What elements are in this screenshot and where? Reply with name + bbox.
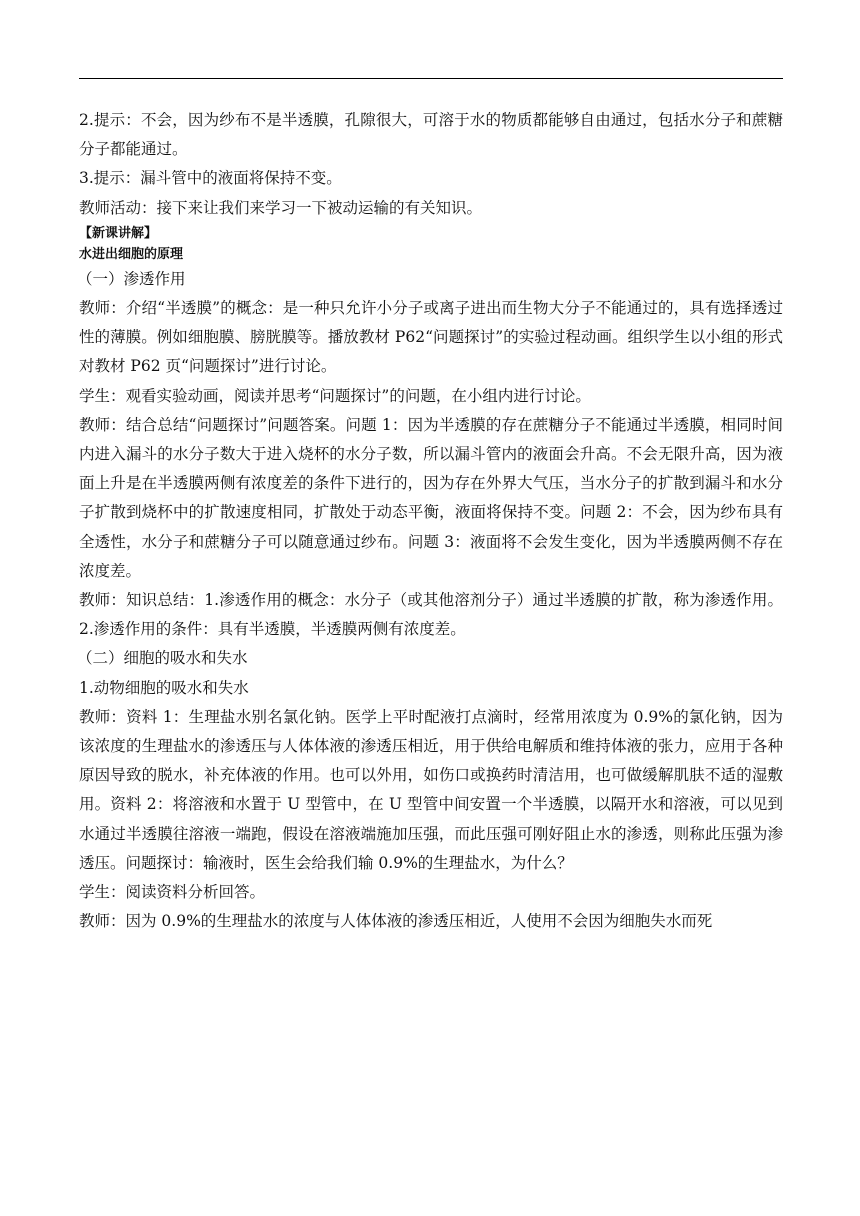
paragraph-saline-materials: 教师：资料 1：生理盐水别名氯化钠。医学上平时配液打点滴时，经常用浓度为 0.9%的氯化钠，因为该浓度的生理盐水的渗透压与人体体液的渗透压相近，用于供给电解质和维持体液的张力，应用于各种原因导致的脱水，补充体液的作用。也可以外用，如伤口或换药时清洁用，也可做缓解肌肤不适的湿敷用。资料 2：将溶液和水置于 U 型管中，在 U 型管中间安置一个半透膜，以隔开水和溶液，可以见到水通过半透膜往溶液一端跑，假设在溶液端施加压强，而此压强可刚好阻止水的渗透，则称此压强为渗透压。问题探讨：输液时，医生会给我们输 0.9%的生理盐水，为什么？ [79, 707, 783, 872]
paragraph-hint-3: 3.提示：漏斗管中的液面将保持不变。 [79, 169, 342, 188]
document-body [79, 106, 783, 936]
paragraph-teacher-saline: 教师：因为 0.9%的生理盐水的浓度与人体体液的渗透压相近，人使用不会因为细胞失水而死 [79, 912, 713, 931]
section-heading-water-principle: 水进出细胞的原理 [79, 246, 184, 262]
paragraph-hint-2: 2.提示：不会，因为纱布不是半透膜，孔隙很大，可溶于水的物质都能够自由通过，包括水分子和蔗糖分子都能通过。 [79, 111, 783, 159]
subheading-cell-water: （二）细胞的吸水和失水 [77, 649, 248, 668]
paragraph-student-read: 学生：阅读资料分析回答。 [79, 883, 266, 902]
paragraph-semipermeable-membrane: 教师：介绍“半透膜”的概念：是一种只允许小分子或离子进出而生物大分子不能通过的，具有选择透过性的薄膜。例如细胞膜、膀胱膜等。播放教材 P62“问题探讨”的实验过程动画。组织学生以小组的形式对教材 P62 页“问题探讨”进行讨论。 [79, 299, 783, 376]
subheading-osmosis: （一）渗透作用 [77, 269, 186, 288]
header-rule [79, 78, 783, 79]
paragraph-student-watch: 学生：观看实验动画，阅读并思考“问题探讨”的问题，在小组内进行讨论。 [79, 386, 591, 405]
paragraph-teacher-answers: 教师：结合总结“问题探讨”问题答案。问题 1：因为半透膜的存在蔗糖分子不能通过半透膜，相同时间内进入漏斗的水分子数大于进入烧杯的水分子数，所以漏斗管内的液面会升高。不会无限升高，因为液面上升是在半透膜两侧有浓度差的条件下进行的，因为存在外界大气压，当水分子的扩散到漏斗和水分子扩散到烧杯中的扩散速度相同，扩散处于动态平衡，液面将保持不变。问题 2：不会，因为纱布具有全透性，水分子和蔗糖分子可以随意通过纱布。问题 3：液面将不会发生变化，因为半透膜两侧不存在浓度差。 [79, 415, 783, 580]
paragraph-teacher-activity: 教师活动：接下来让我们来学习一下被动运输的有关知识。 [79, 198, 483, 217]
paragraph-knowledge-summary: 教师：知识总结：1.渗透作用的概念：水分子（或其他溶剂分子）通过半透膜的扩散，称为渗透作用。2.渗透作用的条件：具有半透膜，半透膜两侧有浓度差。 [79, 591, 783, 639]
section-heading-new-lesson: 【新课讲解】 [79, 225, 158, 241]
paragraph-animal-cell: 1.动物细胞的吸水和失水 [79, 678, 249, 697]
